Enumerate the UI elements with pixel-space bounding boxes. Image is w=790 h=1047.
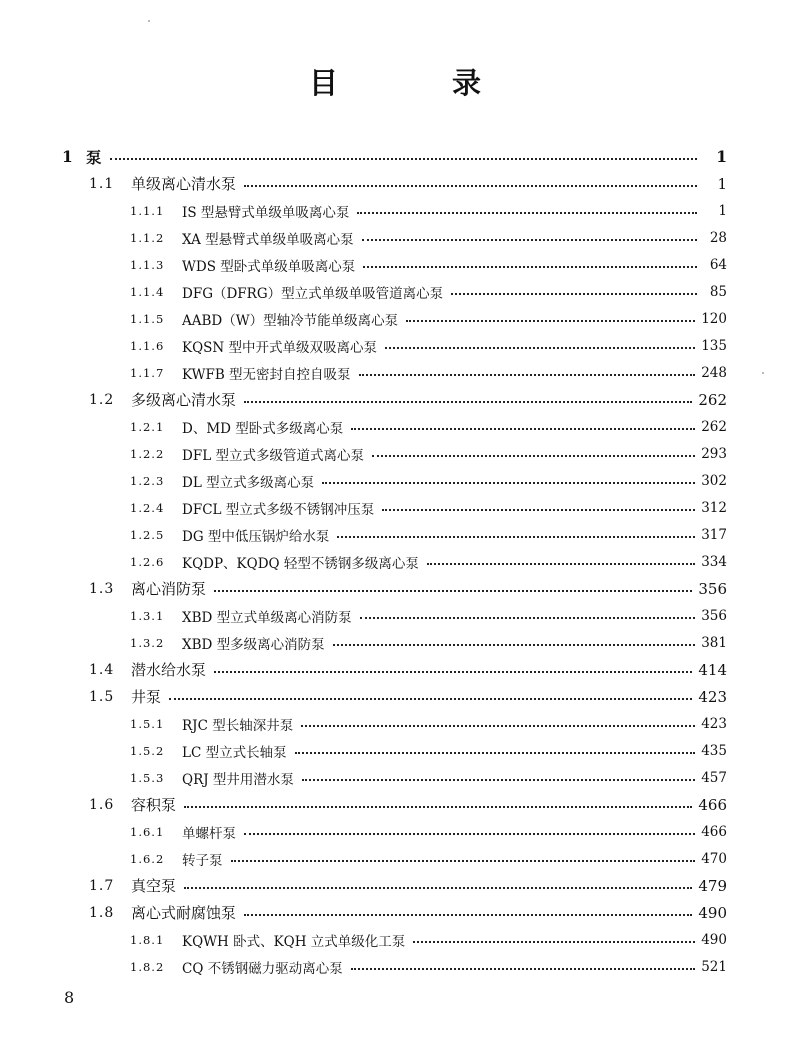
toc-entry-title: DFCL 型立式多级不锈钢冲压泵 <box>182 501 375 518</box>
dot-leader <box>337 535 695 538</box>
toc-entry-number: 1.6.1 <box>130 824 165 839</box>
dot-leader <box>169 697 692 700</box>
dot-leader <box>333 643 696 646</box>
dot-leader <box>360 616 696 619</box>
dot-leader <box>406 319 695 322</box>
toc-entry-title: XA 型悬臂式单级单吸离心泵 <box>182 231 354 248</box>
dot-leader <box>302 778 695 781</box>
dot-leader <box>385 346 695 349</box>
toc-entry[interactable] <box>0 791 790 818</box>
toc-entry[interactable] <box>0 872 790 899</box>
toc-entry[interactable] <box>0 548 790 575</box>
toc-entry-number: 1.8.2 <box>130 959 165 974</box>
page-title: 目 录 <box>308 66 534 101</box>
dot-leader <box>351 967 696 970</box>
dot-leader <box>184 805 692 808</box>
toc-entry-page: 423 <box>701 715 727 732</box>
toc-entry-title: 井泵 <box>131 688 162 706</box>
toc-entry-title: DG 型中低压锅炉给水泵 <box>182 528 330 545</box>
toc-entry-page: 435 <box>701 742 727 759</box>
toc-entry-title: LC 型立式长轴泵 <box>182 744 287 761</box>
toc-entry-title: DFL 型立式多级管道式离心泵 <box>182 447 364 464</box>
toc-entry[interactable] <box>0 737 790 764</box>
toc-entry-title: KQWH 卧式、KQH 立式单级化工泵 <box>182 933 406 950</box>
toc-entry-number: 1 <box>62 147 74 166</box>
toc-entry-title: 转子泵 <box>182 852 223 869</box>
toc-entry-number: 1.5.2 <box>130 743 165 758</box>
toc-entry-page: 334 <box>701 553 727 570</box>
toc-entry-title: D、MD 型卧式多级离心泵 <box>182 420 344 437</box>
toc-entry-title: DFG（DFRG）型立式单级单吸管道离心泵 <box>182 285 444 302</box>
toc-entry-title: 单螺杆泵 <box>182 825 236 842</box>
toc-entry[interactable] <box>0 521 790 548</box>
toc-entry-number: 1.2.6 <box>130 554 165 569</box>
toc-entry[interactable] <box>0 575 790 602</box>
toc-entry-number: 1.1.5 <box>130 311 165 326</box>
toc-entry-number: 1.1 <box>89 175 115 192</box>
toc-entry-number: 1.2.1 <box>130 419 165 434</box>
dot-leader <box>322 481 695 484</box>
dot-leader <box>244 832 695 835</box>
dot-leader <box>110 157 697 160</box>
toc-entry-number: 1.5.3 <box>130 770 165 785</box>
toc-entry[interactable] <box>0 440 790 467</box>
toc-entry-title: RJC 型长轴深井泵 <box>182 717 294 734</box>
toc-entry[interactable] <box>0 764 790 791</box>
toc-entry-title: 容积泵 <box>131 796 177 814</box>
scan-speck <box>148 20 150 22</box>
toc-entry-number: 1.2.4 <box>130 500 165 515</box>
toc-entry-page: 64 <box>709 256 727 273</box>
toc-entry-title: 离心消防泵 <box>131 580 207 598</box>
dot-leader <box>214 589 692 592</box>
toc-entry-page: 293 <box>701 445 727 462</box>
toc-entry-title: 离心式耐腐蚀泵 <box>131 904 237 922</box>
toc-entry-page: 262 <box>698 390 727 409</box>
toc-entry-number: 1.7 <box>89 877 115 894</box>
dot-leader <box>214 670 692 673</box>
toc-entry-title: QRJ 型井用潜水泵 <box>182 771 294 788</box>
dot-leader <box>357 211 697 214</box>
toc-entry-page: 120 <box>701 310 727 327</box>
toc-entry[interactable] <box>0 602 790 629</box>
toc-entry[interactable] <box>0 494 790 521</box>
toc-entry-number: 1.2.2 <box>130 446 165 461</box>
toc-entry[interactable] <box>0 251 790 278</box>
toc-entry-number: 1.2.5 <box>130 527 165 542</box>
toc-entry-title: 多级离心清水泵 <box>131 391 237 409</box>
toc-entry-title: KWFB 型无密封自控自吸泵 <box>182 366 351 383</box>
toc-entry-page: 1 <box>718 202 727 219</box>
toc-entry-title: CQ 不锈钢磁力驱动离心泵 <box>182 960 343 977</box>
toc-entry-number: 1.1.6 <box>130 338 165 353</box>
dot-leader <box>244 400 692 403</box>
dot-leader <box>244 913 692 916</box>
toc-entry-number: 1.3.2 <box>130 635 165 650</box>
toc-entry[interactable] <box>0 818 790 845</box>
toc-entry-number: 1.1.4 <box>130 284 165 299</box>
toc-entry-title: KQSN 型中开式单级双吸离心泵 <box>182 339 378 356</box>
toc-entry[interactable] <box>0 170 790 197</box>
toc-entry-page: 312 <box>701 499 727 516</box>
toc-entry-number: 1.1.2 <box>130 230 165 245</box>
toc-entry-page: 28 <box>709 229 727 246</box>
toc-entry-page: 1 <box>717 174 727 193</box>
toc-entry-number: 1.2 <box>89 391 115 408</box>
dot-leader <box>295 751 696 754</box>
toc-entry[interactable] <box>0 926 790 953</box>
toc-entry-number: 1.3 <box>89 580 115 597</box>
toc-entry-number: 1.1.7 <box>130 365 165 380</box>
toc-entry-number: 1.1.1 <box>130 203 165 218</box>
toc-entry-page: 423 <box>698 687 727 706</box>
toc-entry-page: 85 <box>709 283 727 300</box>
toc-entry[interactable] <box>0 899 790 926</box>
toc-entry-number: 1.4 <box>89 661 115 678</box>
toc-entry-title: 潜水给水泵 <box>131 661 207 679</box>
dot-leader <box>244 184 697 187</box>
toc-entry[interactable] <box>0 953 790 980</box>
toc-entry-number: 1.5.1 <box>130 716 165 731</box>
toc-entry-title: 单级离心清水泵 <box>131 175 237 193</box>
toc-entry-number: 1.3.1 <box>130 608 165 623</box>
toc-entry-page: 470 <box>701 850 727 867</box>
dot-leader <box>184 886 692 889</box>
toc-entry[interactable] <box>0 197 790 224</box>
dot-leader <box>382 508 695 511</box>
toc-entry-number: 1.5 <box>89 688 115 705</box>
dot-leader <box>427 562 695 565</box>
toc-entry[interactable] <box>0 224 790 251</box>
toc-entry-number: 1.2.3 <box>130 473 165 488</box>
toc-entry[interactable] <box>0 386 790 413</box>
toc-entry-page: 356 <box>701 607 727 624</box>
dot-leader <box>351 427 695 430</box>
dot-leader <box>301 724 695 727</box>
dot-leader <box>372 454 695 457</box>
toc-entry-page: 135 <box>701 337 727 354</box>
toc-entry[interactable] <box>0 332 790 359</box>
toc-entry-title: 泵 <box>86 147 102 167</box>
toc-entry[interactable] <box>0 845 790 872</box>
toc-entry-page: 262 <box>701 418 727 435</box>
toc-entry[interactable] <box>0 305 790 332</box>
toc-entry[interactable] <box>0 359 790 386</box>
toc-entry[interactable] <box>0 143 790 170</box>
toc-entry-title: 真空泵 <box>131 877 177 895</box>
dot-leader <box>362 238 697 241</box>
toc-entry-number: 1.6 <box>89 796 115 813</box>
toc-entry-page: 381 <box>701 634 727 651</box>
toc-entry-number: 1.8.1 <box>130 932 165 947</box>
toc-entry-page: 1 <box>716 147 727 166</box>
toc-entry-page: 466 <box>698 795 727 814</box>
toc-entry-page: 248 <box>701 364 727 381</box>
toc-entry[interactable] <box>0 629 790 656</box>
dot-leader <box>359 373 696 376</box>
dot-leader <box>363 265 697 268</box>
toc-entry-page: 466 <box>701 823 727 840</box>
table-of-contents <box>0 143 790 980</box>
toc-entry-page: 479 <box>698 876 727 895</box>
toc-entry[interactable] <box>0 278 790 305</box>
toc-entry-page: 414 <box>698 660 727 679</box>
toc-entry-title: KQDP、KQDQ 轻型不锈钢多级离心泵 <box>182 555 419 572</box>
toc-entry-title: WDS 型卧式单级单吸离心泵 <box>182 258 356 275</box>
toc-entry[interactable] <box>0 467 790 494</box>
toc-entry-page: 521 <box>701 958 727 975</box>
toc-entry[interactable] <box>0 683 790 710</box>
toc-entry-page: 457 <box>701 769 727 786</box>
dot-leader <box>451 292 697 295</box>
toc-entry-title: XBD 型立式单级离心消防泵 <box>182 609 352 626</box>
toc-entry-page: 490 <box>701 931 727 948</box>
toc-entry-number: 1.1.3 <box>130 257 165 272</box>
toc-entry[interactable] <box>0 413 790 440</box>
toc-entry-title: DL 型立式多级离心泵 <box>182 474 315 491</box>
toc-entry-title: IS 型悬臂式单级单吸离心泵 <box>182 204 350 221</box>
toc-entry-number: 1.8 <box>89 904 115 921</box>
toc-entry[interactable] <box>0 710 790 737</box>
toc-entry-page: 356 <box>698 579 727 598</box>
toc-entry-number: 1.6.2 <box>130 851 165 866</box>
toc-entry[interactable] <box>0 656 790 683</box>
toc-entry-page: 317 <box>701 526 727 543</box>
page-number: 8 <box>64 988 75 1007</box>
toc-entry-page: 302 <box>701 472 727 489</box>
toc-entry-page: 490 <box>698 903 727 922</box>
toc-entry-title: AABD（W）型轴冷节能单级离心泵 <box>182 312 399 329</box>
dot-leader <box>231 859 696 862</box>
toc-entry-title: XBD 型多级离心消防泵 <box>182 636 325 653</box>
dot-leader <box>413 940 695 943</box>
